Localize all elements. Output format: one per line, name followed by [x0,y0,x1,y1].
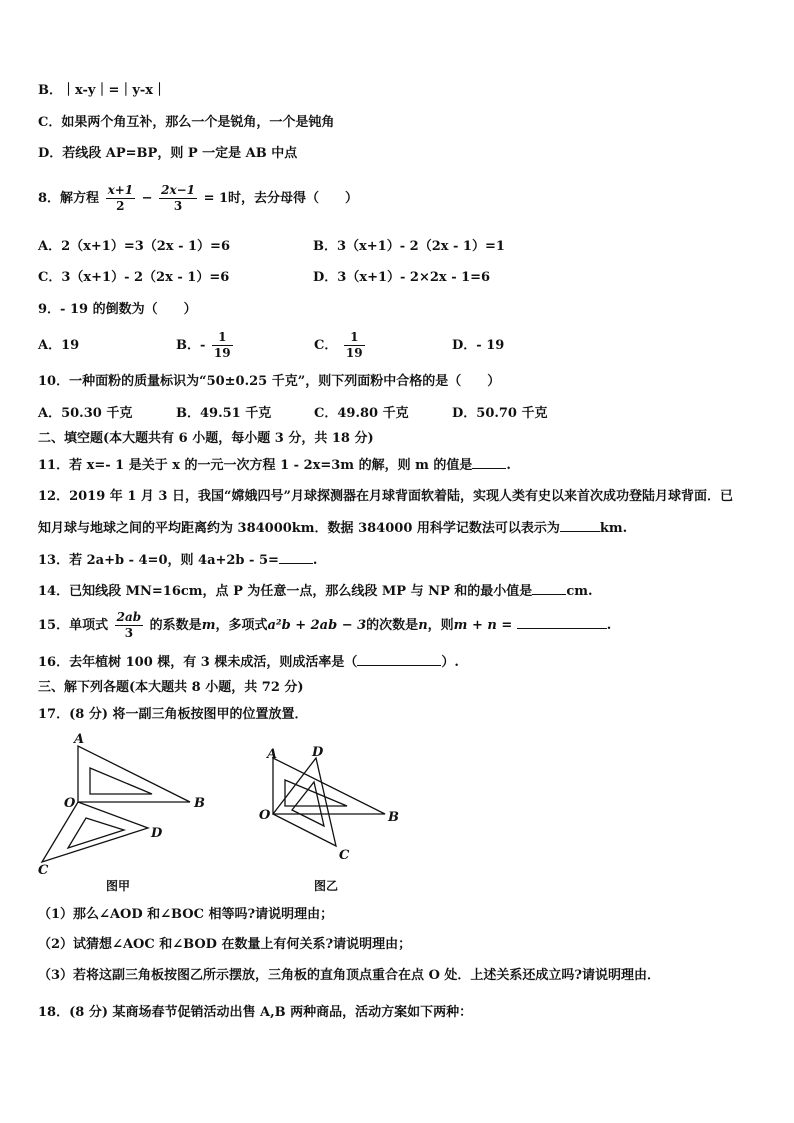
q12-answer-blank [560,519,600,532]
q12-end: km. [599,521,628,536]
q15-expression: m + n = [453,618,513,633]
q13-answer-blank [279,551,313,564]
fig1-triangle-ocd [42,802,148,862]
q13-end: . [312,553,318,568]
q16-answer-blank [357,653,441,666]
q8-stem [38,180,358,218]
q15-m: m [201,618,216,633]
q14-stem [38,582,593,601]
fig1-label-b: B [194,796,205,811]
q15-end: . [606,618,612,633]
fig2-label-d: D [312,745,324,760]
q9-option-c-denominator: 19 [345,346,363,360]
q17-sub-3: （3）若将这副三角板按图乙所示摆放，三角板的直角顶点重合在点 O 处．上述关系还成立吗?请说明理由． [38,968,661,983]
q8-suffix: = 1时，去分母得（ ） [203,191,359,206]
q9-stem: 9．- 19 的倒数为（ ） [38,302,197,317]
q9-option-c-label: C． [314,338,338,353]
fig2-caption: 图乙 [314,879,339,893]
q10-option-a: A．50.30 千克 [38,406,133,421]
section-3-heading: 三、解下列各题(本大题共 8 小题，共 72 分) [38,680,304,695]
q13-text: 13．若 2a+b - 4=0，则 4a+2b - 5= [38,553,279,568]
q15-answer-blank [517,616,607,629]
q8-fraction-2 [159,183,197,214]
q8-prefix: 8．解方程 [38,191,100,206]
q8-fraction-1-denominator: 2 [116,199,125,213]
q10-stem: 10．一种面粉的质量标识为“50±0.25 千克”，则下列面粉中合格的是（ ） [38,374,501,389]
q11-answer-blank [472,456,506,469]
q8-option-a: A．2（x+1）=3（2x - 1）=6 [38,239,230,254]
q15-mid-4: ，则 [427,618,454,633]
fig2-triangle-doc [273,758,336,846]
q9-option-c [314,326,367,366]
q16-end: ）. [441,655,459,670]
q10-option-d: D．50.70 千克 [452,406,548,421]
q10-option-c: C．49.80 千克 [314,406,409,421]
q11-end: . [506,458,511,473]
q15-mid-3: 的次数是 [366,618,419,633]
fig2-label-o: O [259,808,271,823]
fig1-caption: 图甲 [106,879,131,893]
q14-answer-blank [532,582,566,595]
q9-option-d: D．- 19 [452,338,505,353]
q8-fraction-2-denominator: 3 [173,199,183,213]
fig1-triangle-aob-inner [90,768,152,794]
q8-option-b: B．3（x+1）- 2（2x - 1）=1 [313,239,505,254]
q8-option-c: C．3（x+1）- 2（2x - 1）=6 [38,270,230,285]
q13-stem [38,551,317,570]
fig2-label-c: C [339,848,350,863]
q17-sub-1: （1）那么∠AOD 和∠BOC 相等吗?请说明理由； [38,907,334,922]
fig1-label-d: D [151,826,163,841]
q9-option-b-label: B．- [176,338,206,353]
q16-stem [38,653,459,672]
q11-text: 11．若 x=- 1 是关于 x 的一元一次方程 1 - 2x=3m 的解，则 m 的值是 [38,458,473,473]
q9-option-b-denominator: 19 [213,346,231,360]
q9-option-c-numerator: 1 [344,330,365,346]
q8-fraction-1 [106,183,136,214]
q10-option-b: B．49.51 千克 [176,406,272,421]
fig1-triangle-ocd-inner [68,818,124,848]
fig1-label-c: C [38,863,49,878]
q16-text: 16．去年植树 100 棵，有 3 棵未成活，则成活率是（ [38,655,358,670]
fig2-triangle-doc-inner [292,782,324,826]
q7-option-d: D．若线段 AP=BP，则 P 一定是 AB 中点 [38,146,298,161]
q7-option-c: C．如果两个角互补，那么一个是锐角，一个是钝角 [38,115,335,130]
q15-prefix: 15．单项式 [38,618,109,633]
q18-stem: 18．(8 分) 某商场春节促销活动出售 A,B 两种商品，活动方案如下两种： [38,1005,473,1020]
fig1-label-o: O [64,796,76,811]
q15-fraction-numerator: 2ab [116,610,142,624]
q12-line-1: 12．2019 年 1 月 3 日，我国“嫦娥四号”月球探测器在月球背面软着陆，实现人类有史以来首次成功登陆月球背面．已 [38,489,733,504]
fig1-label-a: A [74,732,85,747]
q12-text: 知月球与地球之间的平均距离约为 384000km．数据 384000 用科学记数法可以表示为 [38,521,560,536]
q9-option-c-fraction [344,330,365,361]
q12-line-2 [38,519,627,538]
q15-polynomial: a²b + 2ab − 3 [267,618,367,633]
q8-fraction-2-numerator: 2x−1 [161,183,196,197]
fig2-label-a: A [267,747,278,762]
q9-option-b [176,326,235,366]
q15-fraction-denominator: 3 [124,626,134,640]
q7-option-b: B．｜x-y｜=｜y-x｜ [38,83,167,98]
fig2-label-b: B [388,810,399,825]
q11-stem [38,456,511,475]
q15-mid-2: ，多项式 [215,618,268,633]
q8-minus: − [141,191,153,206]
figure-yi [273,758,385,846]
q14-text: 14．已知线段 MN=16cm，点 P 为任意一点，那么线段 MP 与 NP 和的最小值是 [38,584,533,599]
q15-stem [38,606,611,646]
q17-figures [30,728,410,898]
q8-fraction-1-numerator: x+1 [107,183,134,197]
q9-option-b-fraction [212,330,233,361]
q8-option-d: D．3（x+1）- 2×2x - 1=6 [313,270,491,285]
q17-sub-2: （2）试猜想∠AOC 和∠BOD 在数量上有何关系?请说明理由； [38,937,412,952]
q15-mid-1: 的系数是 [149,618,202,633]
section-2-heading: 二、填空题(本大题共有 6 小题，每小题 3 分，共 18 分) [38,431,374,446]
q15-fraction [115,610,144,641]
q15-n: n [418,618,428,633]
q14-end: cm. [566,584,593,599]
q17-stem: 17．(8 分) 将一副三角板按图甲的位置放置． [38,707,308,722]
q9-option-b-numerator: 1 [212,330,233,346]
q9-option-a: A．19 [38,338,80,353]
